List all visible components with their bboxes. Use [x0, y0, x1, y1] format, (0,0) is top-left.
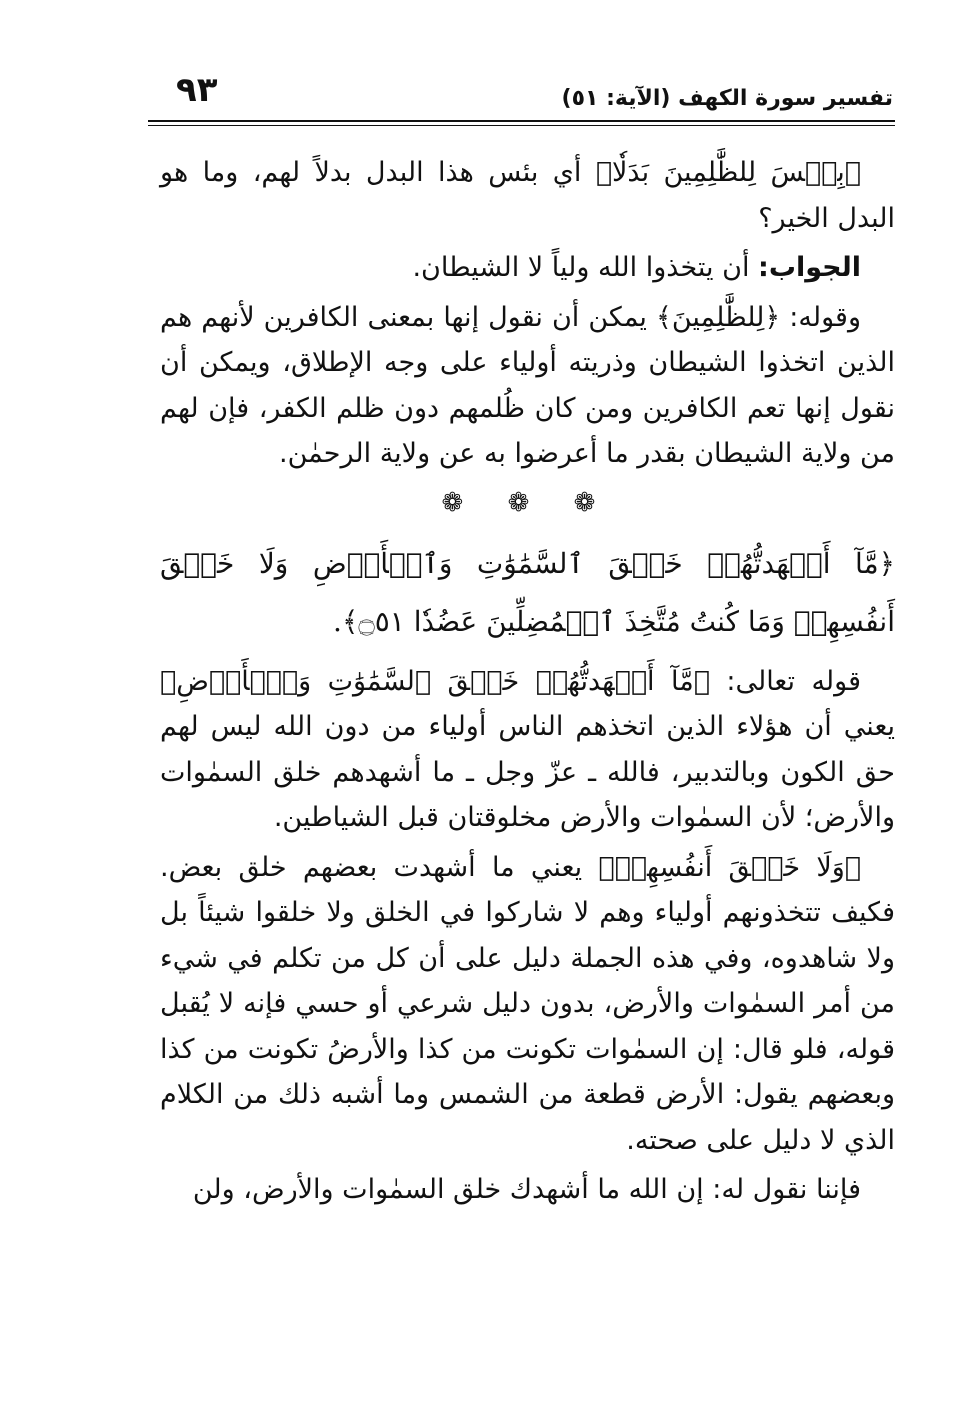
page-header — [148, 70, 893, 120]
quran-quote: ﴿وَلَا خَلۡقَ أَنفُسِهِمۡ﴾ — [598, 851, 861, 883]
header-rule — [148, 120, 895, 122]
quran-quote: ﴿مَّآ أَشۡهَدتُّهُمۡ خَلۡقَ ٱلسَّمَٰوَٰتِ وَٱلۡأَرۡضِ﴾ — [160, 665, 710, 697]
paragraph-4 — [160, 659, 895, 841]
paragraph-prefix: قوله تعالى: — [709, 665, 861, 697]
paragraph-text: يعني أن هؤلاء الذين اتخذهم الناس أولياء من دون الله ليس لهم حق الكون وبالتدبير، فالله ـ عزّ وجل ـ ما أشهدهم خلق السمٰوات والأرض؛ لأن السمٰوات والأرض مخلوقتان قبل الشياطين. — [160, 711, 895, 833]
paragraph-text: أي بئس هذا البدل بدلاً لهم، وما هو البدل الخير؟ — [160, 157, 895, 234]
paragraph-text: فإننا نقول له: إن الله ما أشهدك خلق السمٰوات والأرض، ولن — [192, 1174, 861, 1205]
quran-quote: ﴿بِئۡسَ لِلظَّٰلِمِينَ بَدَلٗا﴾ — [595, 157, 861, 188]
paragraph-5 — [160, 845, 895, 1164]
paragraph-6 — [160, 1167, 895, 1213]
paragraph-2 — [160, 245, 895, 291]
paragraph-prefix: وقوله: — [780, 301, 862, 333]
paragraph-text: يمكن أن نقول إنها بمعنى الكافرين لأنهم هم الذين اتخذوا الشيطان وذريته أولياء على وجه الإطلاق، ويمكن أن نقول إنها تعم الكافرين ومن كان ظُلمهم دون ظلم الكفر، فإن لهم من ولاية الشيطان بقدر ما أعرضوا به عن ولاية الرحمٰن. — [160, 301, 895, 469]
section-separator: ❁ ❁ ❁ — [441, 487, 614, 518]
header-rule-thin — [148, 125, 895, 126]
paragraph-1 — [160, 150, 895, 241]
quran-quote: ﴿لِلظَّٰلِمِينَ﴾ — [656, 301, 781, 333]
page-number: ٩٣ — [176, 70, 218, 110]
answer-label: الجواب: — [758, 252, 861, 283]
paragraph-3 — [160, 295, 895, 477]
page-body — [160, 150, 895, 1217]
verse-block: ﴿مَّآ أَشۡهَدتُّهُمۡ خَلۡقَ ٱلسَّمَٰوَٰتِ وَٱلۡأَرۡضِ وَلَا خَلۡقَ أَنفُسِهِمۡ وَمَا كُنتُ مُتَّخِذَ ٱلۡمُضِلِّينَ عَضُدٗا ۝٥١﴾. — [160, 546, 895, 638]
running-title: تفسير سورة الكهف (الآية: ٥١) — [561, 86, 893, 111]
paragraph-text: أن يتخذوا الله ولياً لا الشيطان. — [412, 252, 759, 283]
paragraph-text: يعني ما أشهدت بعضهم خلق بعض. فكيف تتخذونهم أولياء وهم لا شاركوا في الخلق ولا خلقوا شيئاً بل ولا شاهدوه، وفي هذه الجملة دليل على أن كل من تكلم في شيء من أمر السمٰوات والأرض، بدون دليل شرعي أو حسي فإنه لا يُقبل قوله، فلو قال: إن السمٰوات تكونت من كذا والأرضُ تكونت من كذا وبعضهم يقول: الأرض قطعة من الشمس وما أشبه ذلك من الكلام الذي لا دليل على صحته. — [160, 851, 895, 1156]
